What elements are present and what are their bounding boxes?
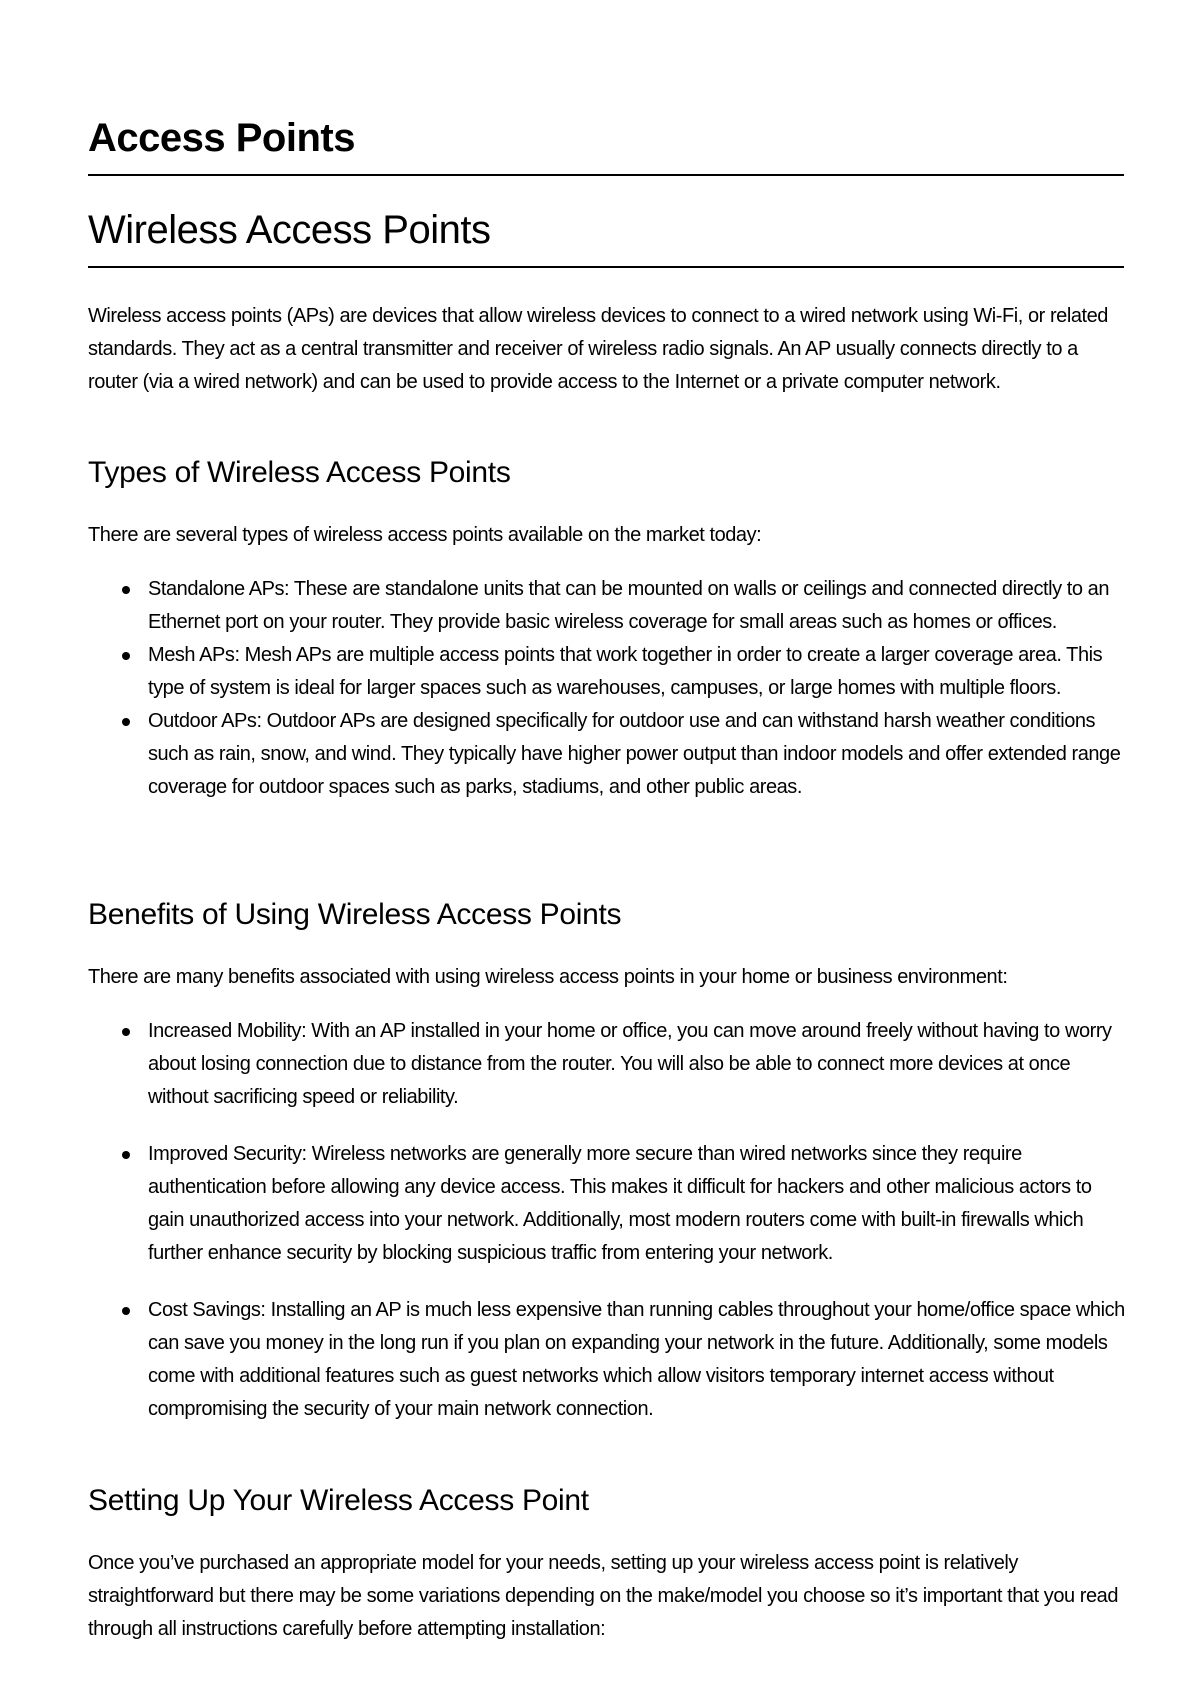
types-intro: There are several types of wireless access points available on the market today: [88, 524, 762, 546]
setup-heading: Setting Up Your Wireless Access Point [88, 1484, 589, 1517]
bullet-icon [122, 1151, 130, 1159]
section-heading: Wireless Access Points [88, 208, 491, 252]
types-heading: Types of Wireless Access Points [88, 456, 511, 489]
types-list [88, 573, 1128, 804]
list-item: Mesh APs: Mesh APs are multiple access points that work together in order to create a larger coverage area. This type of system is ideal for larger spaces such as warehouses, campuses, or large homes with multiple floors. [88, 639, 1128, 705]
bullet-icon [122, 652, 130, 660]
setup-intro: Once you’ve purchased an appropriate model for your needs, setting up your wireless access point is relatively straightforward but there may be some variations depending on the make/model you choose so it’s important that you read through all instructions carefully before attempting installation: [88, 1552, 1119, 1640]
list-item: Improved Security: Wireless networks are generally more secure than wired networks since they require authentication before allowing any device access. This makes it difficult for hackers and other malicious actors to gain unauthorized access into your network. Additionally, most modern routers come with built-in firewalls which further enhance security by blocking suspicious traffic from entering your network. [88, 1138, 1128, 1270]
list-item: Standalone APs: These are standalone units that can be mounted on walls or ceilings and connected directly to an Ethernet port on your router. They provide basic wireless coverage for small areas such as homes or offices. [88, 573, 1128, 639]
bullet-icon [122, 1028, 130, 1036]
intro-paragraph: Wireless access points (APs) are devices that allow wireless devices to connect to a wired network using Wi-Fi, or related standards. They act as a central transmitter and receiver of wireless radio signals. An AP usually connects directly to a router (via a wired network) and can be used to provide access to the Internet or a private computer network. [88, 305, 1108, 393]
benefits-heading: Benefits of Using Wireless Access Points [88, 898, 622, 931]
list-item: Increased Mobility: With an AP installed in your home or office, you can move around freely without having to worry about losing connection due to distance from the router. You will also be able to connect more devices at once without sacrificing speed or reliability. [88, 1015, 1128, 1114]
benefits-list [88, 1015, 1128, 1426]
title-divider [88, 174, 1124, 176]
bullet-icon [122, 718, 130, 726]
section-divider [88, 266, 1124, 268]
benefits-intro: There are many benefits associated with using wireless access points in your home or business environment: [88, 966, 1008, 988]
page-title: Access Points [88, 116, 355, 160]
bullet-icon [122, 586, 130, 594]
list-item: Cost Savings: Installing an AP is much less expensive than running cables throughout your home/office space which can save you money in the long run if you plan on expanding your network in the future. Additionally, some models come with additional features such as guest networks which allow visitors temporary internet access without compromising the security of your main network connection. [88, 1294, 1128, 1426]
bullet-icon [122, 1307, 130, 1315]
list-item: Outdoor APs: Outdoor APs are designed specifically for outdoor use and can withstand harsh weather conditions such as rain, snow, and wind. They typically have higher power output than indoor models and offer extended range coverage for outdoor spaces such as parks, stadiums, and other public areas. [88, 705, 1128, 804]
